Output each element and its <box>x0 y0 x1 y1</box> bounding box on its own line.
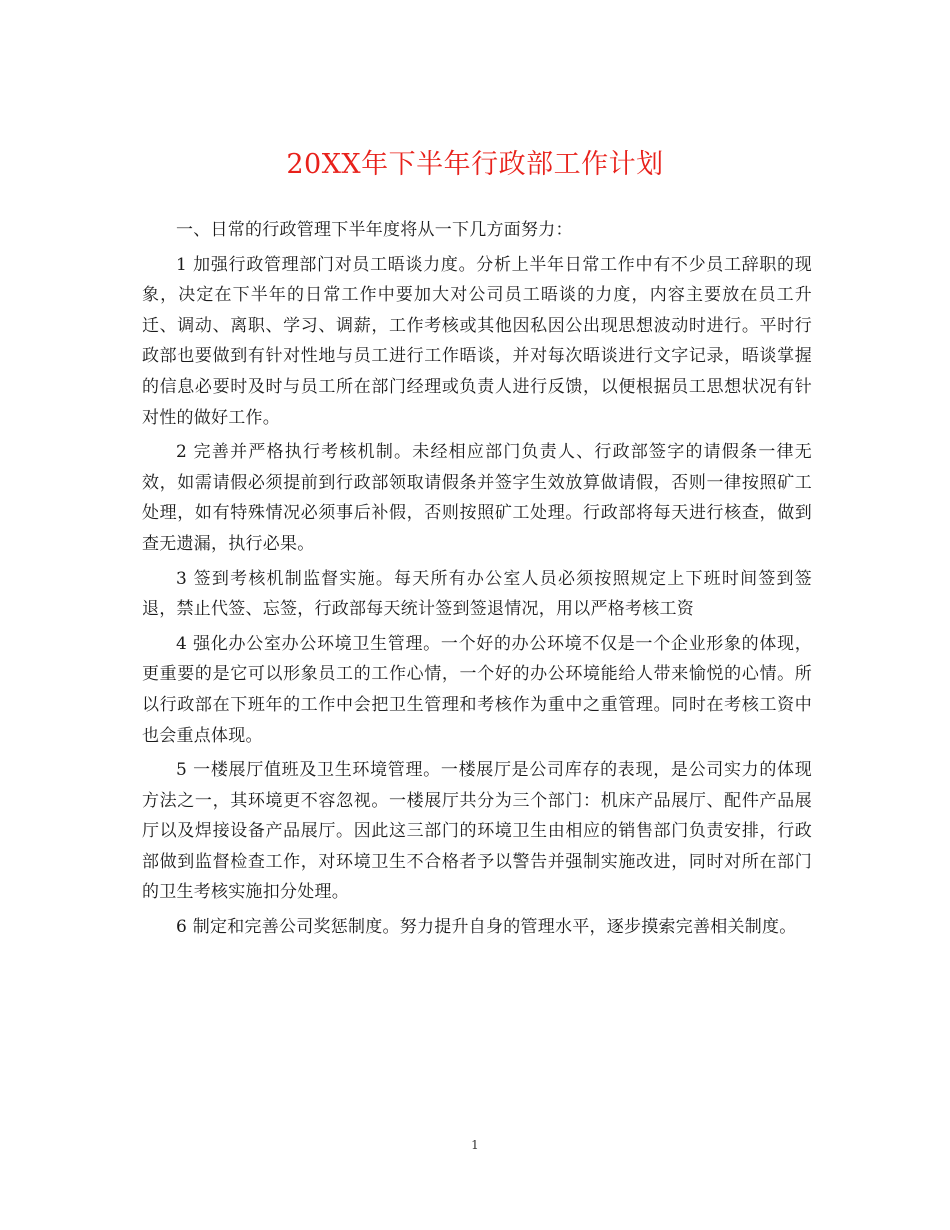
paragraph-item-4: 4 强化办公室办公环境卫生管理。一个好的办公环境不仅是一个企业形象的体现，更重要的是它可以形象员工的工作心情，一个好的办公环境能给人带来愉悦的心情。所以行政部在下班年的工作中会把卫生管理和考核作为重中之重管理。同时在考核工资中也会重点体现。 <box>142 633 812 746</box>
paragraph-item-5: 5 一楼展厅值班及卫生环境管理。一楼展厅是公司库存的表现，是公司实力的体现方法之一，其环境更不容忽视。一楼展厅共分为三个部门：机床产品展厅、配件产品展厅以及焊接设备产品展厅。因此这三部门的环境卫生由相应的销售部门负责安排，行政部做到监督检查工作，对环境卫生不合格者予以警告并强制实施改进，同时对所在部门的卫生考核实施扣分处理。 <box>142 760 812 903</box>
document-body <box>142 215 812 947</box>
page-number: 1 <box>471 1138 479 1152</box>
paragraph-intro: 一、日常的行政管理下半年度将从一下几方面努力： <box>176 220 573 240</box>
paragraph-item-6: 6 制定和完善公司奖惩制度。努力提升自身的管理水平，逐步摸索完善相关制度。 <box>176 917 797 938</box>
paragraph-item-2: 2 完善并严格执行考核机制。未经相应部门负责人、行政部签字的请假条一律无效，如需请假必须提前到行政部领取请假条并签字生效放算做请假，否则一律按照矿工处理，如有特殊情况必须事后补假，否则按照矿工处理。行政部将每天进行核查，做到查无遗漏，执行必果。 <box>142 442 812 554</box>
paragraph-item-1: 1 加强行政管理部门对员工晤谈力度。分析上半年日常工作中有不少员工辞职的现象，决定在下半年的日常工作中要加大对公司员工晤谈的力度，内容主要放在员工升迁、调动、离职、学习、调薪，工作考核或其他因私因公出现思想波动时进行。平时行政部也要做到有针对性地与员工进行工作晤谈，并对每次晤谈进行文字记录，晤谈掌握的信息必要时及时与员工所在部门经理或负责人进行反馈，以便根据员工思想状况有针对性的做好工作。 <box>142 254 812 428</box>
document-title: 20XX年下半年行政部工作计划 <box>286 149 664 180</box>
paragraph-item-3: 3 签到考核机制监督实施。每天所有办公室人员必须按照规定上下班时间签到签退，禁止代签、忘签，行政部每天统计签到签退情况，用以严格考核工资 <box>142 568 812 620</box>
